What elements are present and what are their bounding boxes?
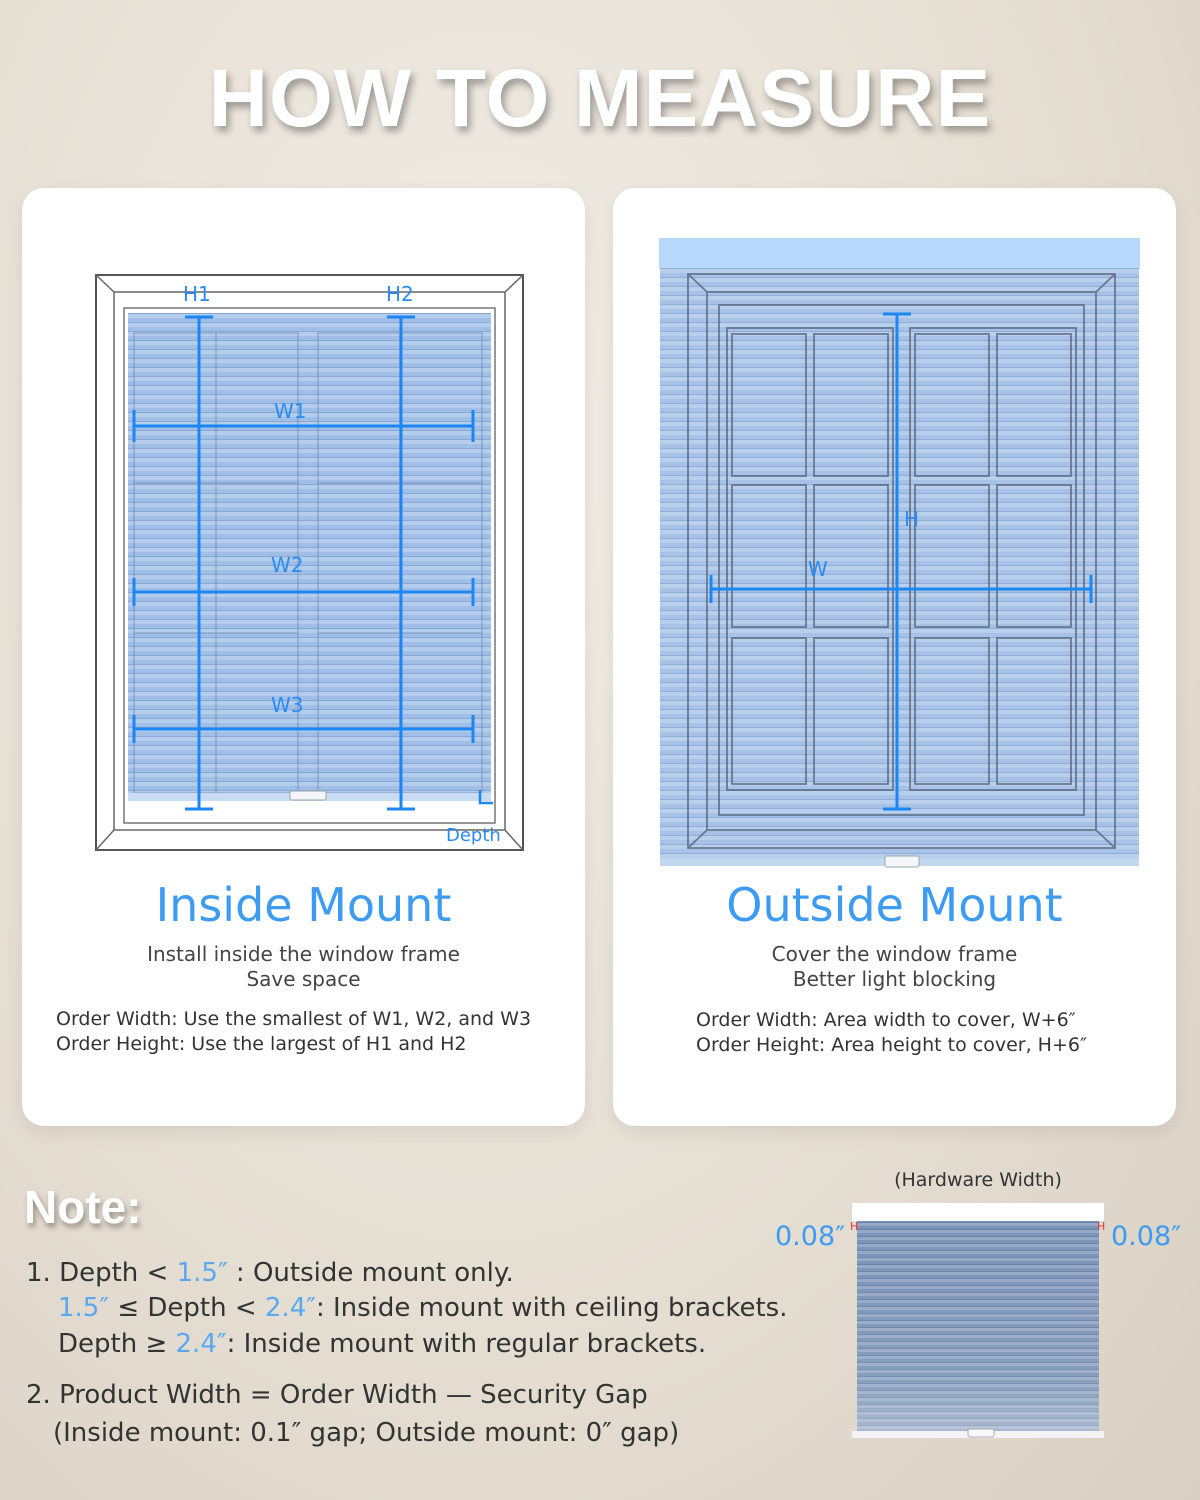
hardware-width-label: (Hardware Width) [894,1169,1062,1191]
note-l2-value2: 2.4″ [264,1293,316,1323]
outside-mount-card [613,188,1176,1126]
label-h2: H2 [386,282,414,306]
note-l1-value: 1.5″ [176,1258,228,1288]
label-h: H [904,507,920,531]
outside-shade-handle [885,856,919,867]
note-l3-value: 2.4″ [175,1329,227,1359]
hardware-rail [852,1203,1104,1221]
inside-mount-card [22,188,585,1126]
label-w1: W1 [274,399,307,423]
inside-mount-title: Inside Mount [155,878,452,932]
hardware-width-diagram [840,1195,1115,1445]
inside-subtitle-2: Save space [246,967,361,991]
note-line-4: 2. Product Width = Order Width — Security Gap [26,1380,648,1410]
note-l2-value1: 1.5″ [58,1293,110,1323]
outside-mount-diagram [613,188,1176,878]
outside-order-height: Order Height: Area height to cover, H+6″ [696,1034,1088,1056]
gap-marker-right: H [1097,1220,1106,1233]
label-w: W [808,557,828,581]
label-w2: W2 [271,553,304,577]
note-title: Note: [24,1181,142,1233]
shade-handle [290,791,326,800]
note-l1-rest: : Outside mount only. [227,1258,514,1288]
inside-order-width: Order Width: Use the smallest of W1, W2, and W3 [56,1008,532,1030]
note-l1-text: 1. Depth < [26,1258,177,1288]
headrail [659,238,1140,268]
label-w3: W3 [271,693,304,717]
page-title: HOW TO MEASURE [208,53,992,144]
note-l2-rest: : Inside mount with ceiling brackets. [315,1293,788,1323]
note-l2-text: ≤ Depth < [109,1293,265,1323]
note-line-5: (Inside mount: 0.1″ gap; Outside mount: 0″ gap) [53,1418,680,1448]
outside-subtitle-2: Better light blocking [792,967,997,991]
gap-left-label: 0.08″ [775,1221,846,1252]
label-h1: H1 [183,282,211,306]
inside-mount-diagram [22,188,585,868]
note-line-2 [58,1293,788,1323]
gap-right-label: 0.08″ [1111,1221,1182,1252]
label-depth: Depth [446,825,501,846]
outside-subtitle-1: Cover the window frame [771,942,1018,966]
inside-order-height: Order Height: Use the largest of H1 and H2 [56,1033,467,1055]
gap-marker-left: H [850,1220,859,1233]
note-l3-rest: : Inside mount with regular brackets. [226,1329,707,1359]
inside-subtitle-1: Install inside the window frame [147,942,460,966]
outside-order-width: Order Width: Area width to cover, W+6″ [696,1009,1076,1031]
outside-mount-title: Outside Mount [726,878,1063,932]
note-line-1 [26,1258,514,1288]
note-l3-text: Depth ≥ [58,1329,176,1359]
note-line-3 [58,1329,706,1359]
